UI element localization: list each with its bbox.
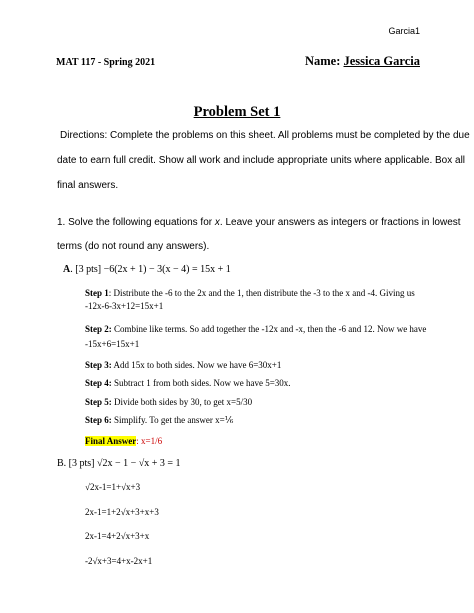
part-a-label: A (63, 264, 71, 275)
step-4-text: Subtract 1 from both sides. Now we have 5=30x. (111, 378, 291, 388)
part-b-line-2: 2x-1=1+2√x+3+x+3 (85, 507, 159, 517)
step-6-text: Simplify. To get the answer x=⅙ (111, 415, 234, 425)
question-1-text-post: . Leave your answers as integers or fractions in lowest (219, 217, 461, 228)
step-3-text: Add 15x to both sides. Now we have 6=30x+1 (111, 360, 282, 370)
course-label: MAT 117 - Spring 2021 (56, 57, 156, 68)
part-b-line-4: -2√x+3=4+x-2x+1 (85, 556, 153, 566)
step-2-line (85, 325, 426, 334)
directions-line-3: final answers. (57, 180, 119, 191)
student-name (305, 55, 420, 68)
name-label: Name: (304, 54, 341, 68)
step-4-line (85, 379, 291, 388)
page-header-label: Garcia1 (388, 26, 420, 36)
final-answer-value: : x=1/6 (136, 436, 163, 446)
step-1-continuation: -12x-6-3x+12=15x+1 (85, 301, 164, 311)
part-b-problem: B. [3 pts] √2x − 1 − √x + 3 = 1 (57, 458, 181, 469)
directions-line-1: Directions: Complete the problems on this sheet. All problems must be completed by the due (60, 130, 470, 141)
part-a-equation: . [3 pts] −6(2x + 1) − 3(x − 4) = 15x + 1 (70, 264, 231, 275)
part-a-problem (63, 265, 231, 275)
step-6-line (85, 416, 233, 425)
part-b-line-1: √2x-1=1+√x+3 (85, 482, 141, 492)
question-1-line-2: terms (do not round any answers). (57, 241, 210, 252)
step-1-label: Step 1 (85, 288, 109, 298)
step-3-label: Step 3: (85, 360, 112, 370)
directions-line-2: date to earn full credit. Show all work and include appropriate units where applicable. Box all (57, 155, 466, 166)
step-4-label: Step 4: (85, 378, 112, 388)
step-1-line (85, 289, 415, 298)
step-2-label: Step 2: (85, 324, 112, 334)
question-1-variable: x (214, 217, 220, 228)
step-5-text: Divide both sides by 30, to get x=5/30 (111, 397, 253, 407)
page-title: Problem Set 1 (193, 104, 281, 120)
question-1-text-pre: 1. Solve the following equations for (57, 217, 215, 228)
step-1-text: : Distribute the -6 to the 2x and the 1, then distribute the -3 to the x and -4. Giving us (108, 288, 415, 298)
final-answer (85, 437, 162, 446)
step-3-line (85, 361, 281, 370)
step-6-label: Step 6: (85, 415, 112, 425)
name-value: Jessica Garcia (343, 54, 420, 68)
step-5-line (85, 398, 252, 407)
step-2-continuation: -15x+6=15x+1 (85, 339, 140, 349)
part-b-line-3: 2x-1=4+2√x+3+x (85, 531, 150, 541)
final-answer-label: Final Answer (85, 436, 137, 446)
step-2-text: Combine like terms. So add together the -12x and -x, then the -6 and 12. Now we have (111, 324, 427, 334)
question-1-line-1 (57, 218, 461, 228)
step-5-label: Step 5: (85, 397, 112, 407)
